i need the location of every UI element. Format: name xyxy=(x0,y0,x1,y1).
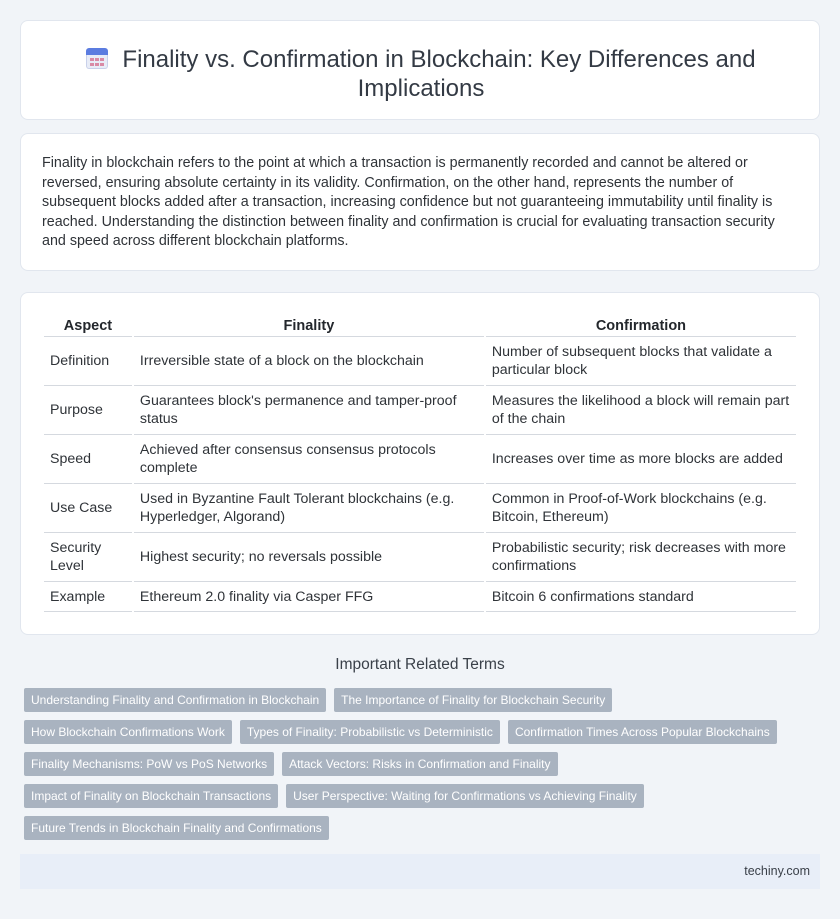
column-header-confirmation: Confirmation xyxy=(486,315,796,337)
table-cell: Measures the likelihood a block will remain part of the chain xyxy=(486,386,796,435)
table-cell: Security Level xyxy=(44,533,132,582)
table-cell: Probabilistic security; risk decreases with more confirmations xyxy=(486,533,796,582)
table-cell: Achieved after consensus consensus protocols complete xyxy=(134,435,484,484)
related-term-tag[interactable]: Types of Finality: Probabilistic vs Deterministic xyxy=(240,720,500,744)
table-cell: Purpose xyxy=(44,386,132,435)
table-row xyxy=(44,435,796,484)
table-cell: Speed xyxy=(44,435,132,484)
header-card xyxy=(20,20,820,120)
related-term-tag[interactable]: Confirmation Times Across Popular Blockchains xyxy=(508,720,777,744)
calendar-icon xyxy=(86,47,108,69)
intro-card xyxy=(20,133,820,271)
table-row xyxy=(44,582,796,612)
page-title-line1: Finality vs. Confirmation in Blockchain: Key Differences and xyxy=(122,46,756,73)
table-row xyxy=(44,533,796,582)
table-cell: Common in Proof-of-Work blockchains (e.g. Bitcoin, Ethereum) xyxy=(486,484,796,533)
table-cell: Example xyxy=(44,582,132,612)
related-term-tag[interactable]: Future Trends in Blockchain Finality and Confirmations xyxy=(24,816,329,840)
footer-site-name[interactable]: techiny.com xyxy=(744,864,810,878)
table-cell: Highest security; no reversals possible xyxy=(134,533,484,582)
table-cell: Use Case xyxy=(44,484,132,533)
table-cell: Number of subsequent blocks that validate a particular block xyxy=(486,337,796,386)
comparison-table-card xyxy=(20,292,820,635)
related-terms-title: Important Related Terms xyxy=(335,656,505,673)
related-term-tag[interactable]: Impact of Finality on Blockchain Transactions xyxy=(24,784,278,808)
related-term-tag[interactable]: The Importance of Finality for Blockchain Security xyxy=(334,688,612,712)
footer xyxy=(20,854,820,889)
page-title-line2: Implications xyxy=(357,75,485,102)
table-header-row xyxy=(44,315,796,337)
related-term-tag[interactable]: Understanding Finality and Confirmation in Blockchain xyxy=(24,688,326,712)
table-cell: Guarantees block's permanence and tamper-proof status xyxy=(134,386,484,435)
table-cell: Increases over time as more blocks are added xyxy=(486,435,796,484)
page-title xyxy=(21,45,821,103)
intro-paragraph: Finality in blockchain refers to the point at which a transaction is permanently recorded and cannot be altered or reversed, ensuring absolute certainty in its validity. Confirmation, on the other hand, represents the number of subsequent blocks added after a transaction, increasing confidence but not guaranteeing immutability until finality is reached. Understanding the distinction between finality and confirmation is crucial for evaluating transaction security and speed across different blockchain platforms. xyxy=(42,155,775,249)
related-terms-list xyxy=(24,688,804,840)
table-cell: Irreversible state of a block on the blockchain xyxy=(134,337,484,386)
table-cell: Ethereum 2.0 finality via Casper FFG xyxy=(134,582,484,612)
table-cell: Bitcoin 6 confirmations standard xyxy=(486,582,796,612)
comparison-table xyxy=(42,315,798,612)
table-cell: Used in Byzantine Fault Tolerant blockchains (e.g. Hyperledger, Algorand) xyxy=(134,484,484,533)
table-row xyxy=(44,386,796,435)
column-header-aspect: Aspect xyxy=(44,315,132,337)
related-term-tag[interactable]: How Blockchain Confirmations Work xyxy=(24,720,232,744)
table-row xyxy=(44,484,796,533)
related-term-tag[interactable]: Attack Vectors: Risks in Confirmation and Finality xyxy=(282,752,557,776)
related-term-tag[interactable]: Finality Mechanisms: PoW vs PoS Networks xyxy=(24,752,274,776)
table-row xyxy=(44,337,796,386)
column-header-finality: Finality xyxy=(134,315,484,337)
related-term-tag[interactable]: User Perspective: Waiting for Confirmations vs Achieving Finality xyxy=(286,784,644,808)
table-cell: Definition xyxy=(44,337,132,386)
